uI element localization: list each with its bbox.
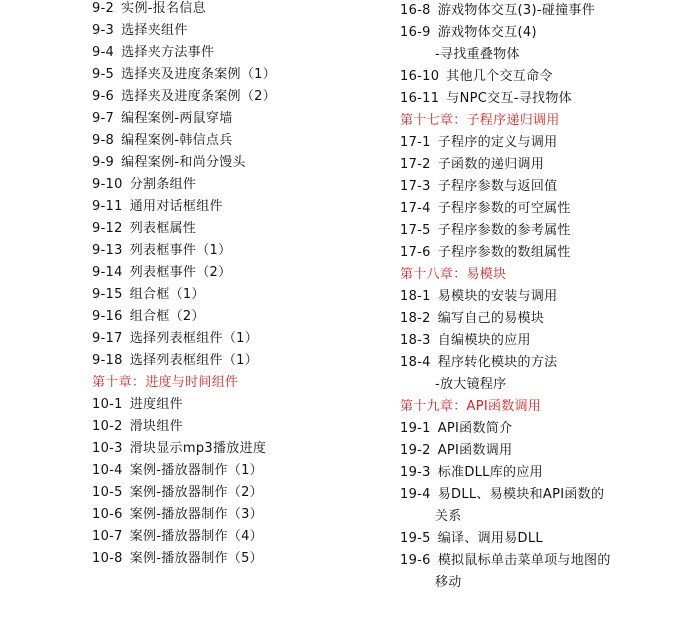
toc-entry-title: 案例-播放器制作（3） xyxy=(129,507,263,522)
toc-entry-title: 案例-播放器制作（4） xyxy=(129,529,263,544)
toc-entry-number: 16-10 xyxy=(400,69,440,84)
toc-entry xyxy=(92,262,382,284)
toc-entry-title: 案例-播放器制作（1） xyxy=(129,463,263,478)
toc-entry xyxy=(400,484,690,506)
toc-entry-number: 19-2 xyxy=(400,443,431,458)
toc-entry xyxy=(92,504,382,526)
toc-entry xyxy=(400,286,690,308)
toc-entry-number: 9-14 xyxy=(92,265,123,280)
toc-entry-number: 17-5 xyxy=(400,223,431,238)
toc-entry-number: 19-5 xyxy=(400,531,431,546)
toc-entry xyxy=(92,152,382,174)
toc-entry-number: 16-8 xyxy=(400,3,431,18)
toc-entry xyxy=(400,440,690,462)
toc-entry-number: 17-4 xyxy=(400,201,431,216)
toc-entry-title: 滑块显示mp3播放进度 xyxy=(129,441,267,456)
toc-entry-number: 9-13 xyxy=(92,243,123,258)
toc-entry-title: 易模块的安装与调用 xyxy=(437,289,558,304)
toc-entry xyxy=(92,394,382,416)
toc-entry-number: 9-18 xyxy=(92,353,123,368)
toc-entry xyxy=(400,308,690,330)
toc-entry xyxy=(92,350,382,372)
toc-entry-number: 9-9 xyxy=(92,155,115,170)
toc-entry-number: 18-1 xyxy=(400,289,431,304)
chapter-heading xyxy=(400,264,690,286)
toc-entry xyxy=(92,526,382,548)
toc-entry-title: 关系 xyxy=(435,509,462,524)
toc-entry-number: 10-3 xyxy=(92,441,123,456)
toc-entry xyxy=(400,330,690,352)
toc-entry-number: 10-1 xyxy=(92,397,123,412)
toc-entry-title: 移动 xyxy=(435,575,462,590)
toc-entry-continuation xyxy=(400,506,690,528)
toc-entry xyxy=(92,240,382,262)
toc-entry-title: 其他几个交互命令 xyxy=(446,69,553,84)
toc-entry-number: 9-17 xyxy=(92,331,123,346)
toc-entry-title: 进度组件 xyxy=(129,397,183,412)
chapter-title: 第十八章：易模块 xyxy=(400,267,507,282)
toc-entry xyxy=(400,22,690,44)
chapter-title: 第十章：进度与时间组件 xyxy=(92,375,239,390)
toc-entry-title: 选择夹及进度条案例（1） xyxy=(121,67,277,82)
toc-entry-number: 19-6 xyxy=(400,553,431,568)
toc-entry xyxy=(400,462,690,484)
toc-entry-number: 9-2 xyxy=(92,1,115,16)
toc-entry-title: 实例-报名信息 xyxy=(121,1,206,16)
toc-entry-title: 子程序参数与返回值 xyxy=(437,179,558,194)
toc-entry-title: 选择夹方法事件 xyxy=(121,45,215,60)
chapter-heading xyxy=(92,372,382,394)
toc-entry xyxy=(400,242,690,264)
toc-entry xyxy=(400,176,690,198)
toc-entry xyxy=(92,416,382,438)
toc-entry-number: 10-2 xyxy=(92,419,123,434)
toc-entry-number: 18-4 xyxy=(400,355,431,370)
toc-entry-title: API函数简介 xyxy=(437,421,513,436)
toc-entry-title: 标准DLL库的应用 xyxy=(437,465,543,480)
toc-entry xyxy=(92,196,382,218)
toc-entry xyxy=(92,0,382,20)
toc-entry xyxy=(400,352,690,374)
toc-entry xyxy=(92,328,382,350)
toc-entry-title: 滑块组件 xyxy=(129,419,183,434)
toc-entry-title: 案例-播放器制作（5） xyxy=(129,551,263,566)
toc-entry xyxy=(400,528,690,550)
toc-entry-title: 自编模块的应用 xyxy=(437,333,531,348)
toc-entry-number: 10-7 xyxy=(92,529,123,544)
toc-entry-title: 列表框事件（1） xyxy=(129,243,232,258)
toc-entry xyxy=(400,220,690,242)
toc-entry-title: -寻找重叠物体 xyxy=(435,47,520,62)
toc-entry-title: 游戏物体交互(4) xyxy=(437,25,537,40)
toc-entry-number: 17-2 xyxy=(400,157,431,172)
toc-entry xyxy=(400,550,690,572)
toc-entry-title: 选择列表框组件（1） xyxy=(129,353,258,368)
toc-entry-number: 9-12 xyxy=(92,221,123,236)
toc-entry xyxy=(92,64,382,86)
toc-entry-title: 子函数的递归调用 xyxy=(437,157,545,172)
toc-entry-title: 程序转化模块的方法 xyxy=(437,355,558,370)
toc-entry-title: 子程序的定义与调用 xyxy=(437,135,558,150)
toc-right-column xyxy=(400,0,690,594)
toc-entry-number: 10-5 xyxy=(92,485,123,500)
toc-entry-number: 9-6 xyxy=(92,89,115,104)
toc-entry xyxy=(92,482,382,504)
toc-entry xyxy=(92,218,382,240)
toc-entry-number: 19-4 xyxy=(400,487,431,502)
toc-entry-number: 17-6 xyxy=(400,245,431,260)
toc-entry-number: 9-3 xyxy=(92,23,115,38)
toc-entry-title: 子程序参数的可空属性 xyxy=(437,201,571,216)
toc-entry-title: 编写自己的易模块 xyxy=(437,311,545,326)
toc-entry xyxy=(400,88,690,110)
chapter-heading xyxy=(400,110,690,132)
toc-entry-title: 模拟鼠标单击菜单项与地图的 xyxy=(437,553,611,568)
toc-entry-number: 19-1 xyxy=(400,421,431,436)
toc-entry xyxy=(92,460,382,482)
toc-entry-number: 18-3 xyxy=(400,333,431,348)
toc-entry-number: 9-7 xyxy=(92,111,115,126)
toc-entry xyxy=(92,174,382,196)
toc-entry xyxy=(400,0,690,22)
chapter-heading xyxy=(400,396,690,418)
toc-entry-title: 子程序参数的参考属性 xyxy=(437,223,571,238)
toc-entry xyxy=(400,154,690,176)
chapter-title: 第十七章：子程序递归调用 xyxy=(400,113,560,128)
toc-entry-title: 选择列表框组件（1） xyxy=(129,331,258,346)
toc-entry-number: 19-3 xyxy=(400,465,431,480)
toc-entry-number: 9-10 xyxy=(92,177,123,192)
chapter-title: 第十九章：API函数调用 xyxy=(400,399,542,414)
toc-entry-number: 9-5 xyxy=(92,67,115,82)
toc-entry-continuation xyxy=(400,374,690,396)
toc-entry-number: 10-4 xyxy=(92,463,123,478)
toc-entry xyxy=(92,306,382,328)
toc-entry xyxy=(92,284,382,306)
toc-entry xyxy=(400,132,690,154)
toc-entry-number: 9-11 xyxy=(92,199,123,214)
toc-entry-title: 编程案例-韩信点兵 xyxy=(121,133,233,148)
toc-entry-number: 16-9 xyxy=(400,25,431,40)
toc-entry-title: 组合框（2） xyxy=(129,309,205,324)
toc-entry-title: 案例-播放器制作（2） xyxy=(129,485,263,500)
toc-entry-number: 16-11 xyxy=(400,91,440,106)
toc-entry-title: API函数调用 xyxy=(437,443,513,458)
toc-entry-title: 列表框属性 xyxy=(129,221,197,236)
toc-entry-title: 选择夹及进度条案例（2） xyxy=(121,89,277,104)
toc-entry-title: 易DLL、易模块和API函数的 xyxy=(437,487,605,502)
toc-entry xyxy=(400,418,690,440)
toc-entry-number: 10-8 xyxy=(92,551,123,566)
toc-entry-number: 9-16 xyxy=(92,309,123,324)
toc-entry-number: 18-2 xyxy=(400,311,431,326)
toc-entry-number: 9-4 xyxy=(92,45,115,60)
toc-entry xyxy=(92,108,382,130)
toc-entry-title: 与NPC交互-寻找物体 xyxy=(446,91,572,106)
toc-entry xyxy=(92,130,382,152)
toc-entry xyxy=(400,198,690,220)
toc-entry-number: 17-1 xyxy=(400,135,431,150)
toc-entry xyxy=(92,42,382,64)
toc-entry-number: 9-8 xyxy=(92,133,115,148)
toc-entry xyxy=(92,548,382,570)
toc-entry xyxy=(92,20,382,42)
toc-entry-continuation xyxy=(400,44,690,66)
toc-left-column xyxy=(92,0,382,570)
toc-entry-title: 选择夹组件 xyxy=(121,23,188,38)
toc-entry-title: 编译、调用易DLL xyxy=(437,531,543,546)
toc-entry xyxy=(92,438,382,460)
toc-entry-title: 编程案例-两鼠穿墙 xyxy=(121,111,233,126)
toc-entry-number: 17-3 xyxy=(400,179,431,194)
toc-entry-title: 组合框（1） xyxy=(129,287,205,302)
toc-entry-title: 通用对话框组件 xyxy=(129,199,223,214)
toc-entry-continuation xyxy=(400,572,690,594)
toc-entry-title: 分割条组件 xyxy=(129,177,197,192)
toc-entry xyxy=(400,66,690,88)
toc-entry xyxy=(92,86,382,108)
toc-entry-title: 子程序参数的数组属性 xyxy=(437,245,571,260)
toc-entry-title: 列表框事件（2） xyxy=(129,265,232,280)
toc-entry-title: 编程案例-和尚分馒头 xyxy=(121,155,246,170)
toc-entry-title: 游戏物体交互(3)-碰撞事件 xyxy=(437,3,596,18)
toc-entry-number: 10-6 xyxy=(92,507,123,522)
toc-entry-title: -放大镜程序 xyxy=(435,377,507,392)
toc-entry-number: 9-15 xyxy=(92,287,123,302)
